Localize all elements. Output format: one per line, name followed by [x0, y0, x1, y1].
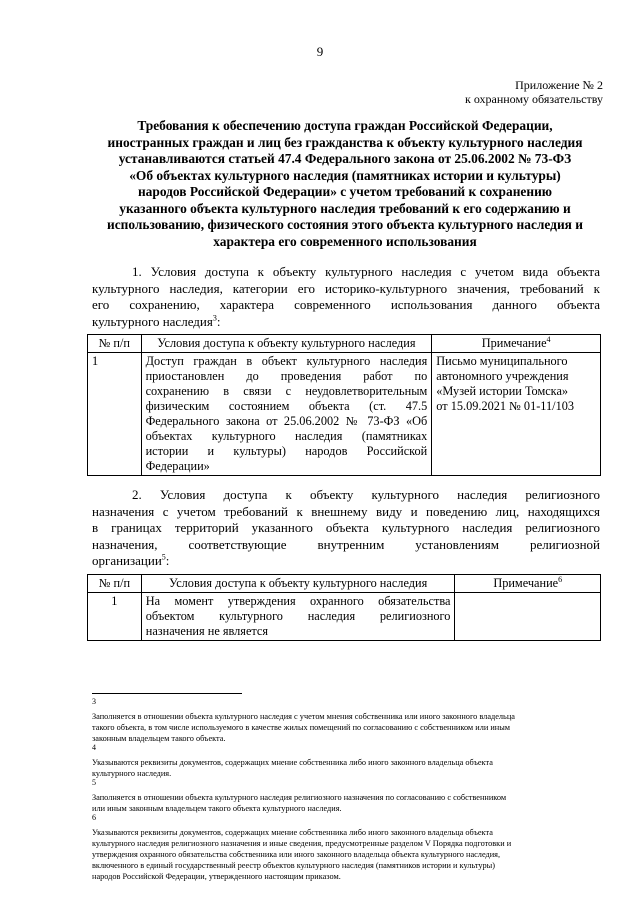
cell-line: от 15.09.2021 № 01-11/103: [436, 399, 575, 413]
religious-access-table: [87, 574, 601, 641]
cell-line: истории и культуры) народов Российской: [145, 444, 428, 458]
header-conditions: Условия доступа к объекту культурного наследия: [141, 575, 455, 593]
footnote-ref: 4: [546, 334, 551, 344]
cell-line: Письмо муниципального: [436, 354, 568, 368]
footnote-ref: 6: [558, 574, 563, 584]
footnote-text: Указываются реквизиты документов, содержащих мнение собственника либо иного законного владельца объекта: [92, 828, 493, 837]
cell-line: На момент утверждения охранного обязательства: [145, 594, 451, 608]
header-note-text: Примечание: [481, 336, 547, 350]
header-note-text: Примечание: [493, 576, 559, 590]
document-heading: [90, 118, 600, 250]
paragraph-text: организации: [92, 553, 162, 569]
heading-line: указанного объекта культурного наследия требований к его содержанию и: [119, 200, 571, 216]
appendix-label: [465, 78, 603, 106]
table-header-row: [88, 575, 601, 593]
cell-line: Федерации»: [145, 459, 210, 473]
footnote-4: [92, 743, 602, 779]
cell-line: сохранению в связи с неудовлетворительным: [145, 384, 428, 398]
heading-line: использованию, физического состояния этого объекта культурного наследия и: [107, 217, 583, 232]
heading-line: характера его современного использования: [213, 233, 477, 249]
cell-line: автономного учреждения: [436, 369, 569, 383]
footnote-line: культурного наследия.: [92, 769, 172, 778]
footnote-3: [92, 697, 602, 744]
header-note: [455, 575, 601, 593]
appendix-line-2: к охранному обязательству: [464, 92, 603, 106]
footnote-line: включенного в единый государственный реестр объектов культурного наследия (памятников истории и культуры): [92, 861, 495, 870]
cell-conditions: [141, 593, 455, 641]
cell-line: «Музей истории Томска»: [436, 384, 569, 398]
heading-line: «Об объектах культурного наследия (памятниках истории и культуры): [129, 167, 561, 183]
paragraph-line: [92, 553, 600, 570]
heading-line: Требования к обеспечению доступа граждан Российской Федерации,: [137, 118, 553, 133]
cell-line: физическим состоянием объекта (ст. 47.5: [145, 399, 428, 413]
cell-line: объектах культурного наследия (памятниках: [145, 429, 428, 443]
paragraph-line: назначения с учетом требований к внешнему виду и поведению лиц, находящихся: [92, 503, 600, 519]
footnote-line: культурного наследия религиозного назначения и иные сведения, предусмотренные разделом V Порядка подготовки и: [92, 839, 512, 848]
heading-line: устанавливаются статьей 47.4 Федерального закона от 25.06.2002 № 73-ФЗ: [118, 151, 572, 166]
footnote-line: или иным законным владельцем такого объекта культурного наследия.: [92, 804, 342, 813]
footnote-line: народов Российской Федерации, утвержденного настоящим приказом.: [92, 872, 341, 881]
footnote-line: законным владельцем такого объекта.: [92, 734, 226, 743]
table-header-row: [88, 335, 601, 353]
footnote-6: [92, 813, 602, 882]
header-note: [432, 335, 601, 353]
footnote-line: [92, 813, 602, 838]
footnote-divider: [92, 693, 242, 694]
section-2-paragraph: [92, 487, 600, 570]
cell-line: Доступ граждан в объект культурного наследия: [145, 354, 428, 368]
header-num: № п/п: [88, 575, 142, 593]
footnotes: [92, 697, 602, 884]
paragraph-text: культурного наследия: [92, 313, 213, 329]
footnote-text: Заполняется в отношении объекта культурного наследия религиозного назначения по согласованию с собственником: [92, 793, 507, 802]
paragraph-line: его сохранению, характера современного использования данного объекта: [92, 297, 600, 313]
footnote-line: утверждения охранного обязательства собственника или иного законного владельца объекта культурного наследия,: [92, 850, 501, 859]
cell-line: Федерального закона от 25.06.2002 № 73-ФЗ «Об: [145, 414, 428, 428]
cell-note: [455, 593, 601, 641]
cell-line: приостановлен до проведения работ по: [145, 369, 428, 383]
footnote-text: Заполняется в отношении объекта культурного наследия с учетом мнения собственника или иного законного владельца: [92, 712, 515, 721]
footnote-ref: 5: [161, 553, 166, 563]
cell-line: объектом культурного наследия религиозного: [145, 609, 451, 623]
access-conditions-table: [87, 334, 601, 476]
appendix-line-1: Приложение № 2: [515, 78, 603, 92]
footnote-line: [92, 697, 602, 722]
table-row: [88, 353, 601, 476]
page-number: 9: [316, 44, 324, 59]
table-row: [88, 593, 601, 641]
footnote-number: 4: [92, 743, 96, 753]
footnote-line: такого объекта, в том числе используемого в качестве жилых помещений по согласованию с собственником или иным: [92, 723, 511, 732]
footnote-text: Указываются реквизиты документов, содержащих мнение собственника либо иного законного владельца объекта: [92, 758, 493, 767]
heading-line: народов Российской Федерации» с учетом требований к сохранению: [137, 184, 553, 199]
paragraph-line: [92, 314, 600, 331]
footnote-line: [92, 743, 602, 768]
paragraph-line: 1. Условия доступа к объекту культурного наследия с учетом вида объекта: [132, 264, 600, 279]
paragraph-colon: :: [216, 313, 221, 329]
cell-line: назначения не является: [145, 624, 269, 638]
footnote-number: 6: [92, 813, 96, 823]
cell-num: 1: [88, 593, 142, 641]
cell-num: 1: [88, 353, 142, 476]
paragraph-line: в границах территорий указанного объекта культурного наследия религиозного: [92, 520, 600, 536]
paragraph-line: культурного наследия, категории его историко-культурного значения, требований к: [92, 280, 600, 296]
footnote-number: 3: [92, 697, 96, 707]
footnote-5: [92, 778, 602, 814]
footnote-number: 5: [92, 778, 96, 788]
paragraph-line: 2. Условия доступа к объекту культурного наследия религиозного: [132, 487, 600, 502]
heading-line: иностранных граждан и лиц без гражданства к объекту культурного наследия: [107, 134, 583, 150]
cell-note: [432, 353, 601, 476]
header-conditions: Условия доступа к объекту культурного наследия: [141, 335, 432, 353]
section-1-paragraph: [92, 264, 600, 330]
footnote-line: [92, 778, 602, 803]
cell-conditions: [141, 353, 432, 476]
footnote-ref: 3: [212, 313, 217, 323]
header-num: № п/п: [88, 335, 142, 353]
paragraph-colon: :: [165, 553, 170, 569]
paragraph-line: назначения, соответствующие внутренним установлениям религиозной: [92, 536, 600, 552]
